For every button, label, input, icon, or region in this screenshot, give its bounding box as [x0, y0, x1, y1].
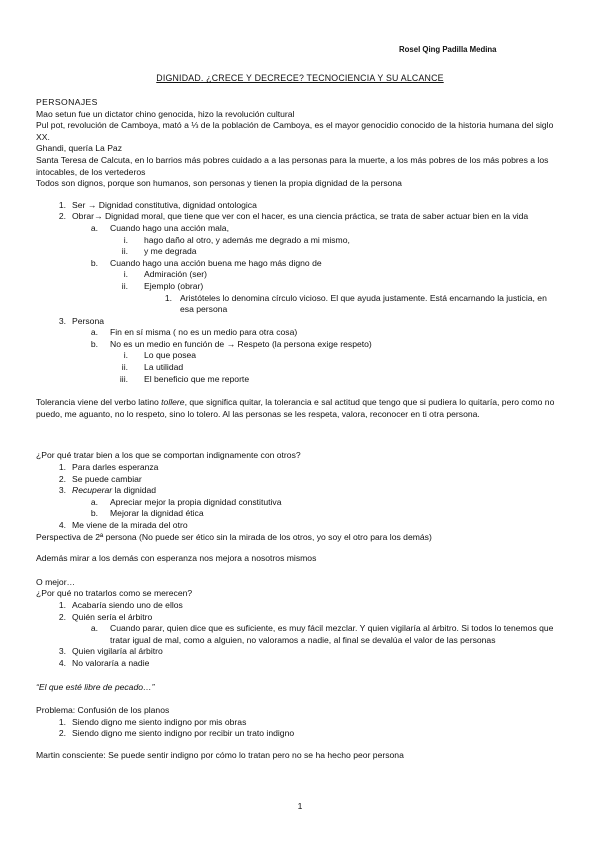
list-item: 2. Quién sería el árbitro — [58, 611, 153, 622]
list-item: a. Apreciar mejor la propia dignidad constitutiva — [90, 496, 282, 507]
paragraph-line: Mao setun fue un dictator chino genocida, hizo la revolución cultural — [36, 108, 295, 119]
list-item: ii. La utilidad — [121, 362, 184, 373]
paragraph-line: Perspectiva de 2ª persona (No puede ser ético sin la mirada de los otros, yo soy el otro para los demás) — [36, 531, 432, 542]
paragraph-line: Además mirar a los demás con esperanza nos mejora a nosotros mismos — [36, 553, 317, 564]
quote: “El que esté libre de pecado…” — [36, 681, 155, 692]
paragraph-line: Santa Teresa de Calcuta, en lo barrios más pobres cuidado a a las personas para la muerte, a los más pobres de los más pobres a los intocables, de los vertederos — [36, 154, 549, 177]
list-item: 4. Me viene de la mirada del otro — [58, 520, 188, 530]
list-item: 1. Acabaría siendo uno de ellos — [58, 599, 183, 610]
list-item: i. hago daño al otro, y además me degrado a mi mismo, — [123, 234, 350, 245]
paragraph-line: Martin consciente: Se puede sentir indigno por cómo lo tratan pero no se ha hecho peor persona — [36, 749, 404, 760]
list-item: a. Cuando parar, quien dice que es suficiente, es muy fácil mezclar. Y quien vigilaría al árbitro. Si todos lo tenemos que tratar igual de mal, como a alguien, no valoramos a nadie, al final se devalúa el valor de las personas — [90, 623, 554, 645]
paragraph-line: O mejor… — [36, 576, 76, 587]
list-item: a. Cuando hago una acción mala, — [90, 222, 229, 233]
section-heading-problema: Problema: Confusión de los planos — [36, 705, 170, 716]
list-item: b. No es un medio en función de → Respeto (la persona exige respeto) — [90, 338, 372, 349]
question-heading: ¿Por qué tratar bien a los que se comportan indignamente con otros? — [36, 450, 301, 461]
list-item: a. Fin en sí misma ( no es un medio para otra cosa) — [90, 327, 298, 338]
question-heading: ¿Por qué no tratarlos como se merecen? — [36, 588, 193, 599]
list-item: 3. Quien vigilaría al árbitro — [58, 646, 163, 657]
document-body — [36, 97, 566, 762]
list-item: 3. Persona — [58, 315, 105, 326]
list-item: 1. Para darles esperanza — [58, 462, 159, 473]
paragraph-line: Pul pot, revolución de Camboya, mató a ⅓ de la población de Camboya, es el mayor genocidio conocido de la historia humana del siglo XX. — [36, 120, 554, 142]
list-item: 4. No valoraría a nadie — [58, 657, 150, 668]
list-item: 3. Recuperar la dignidad — [58, 485, 157, 496]
list-item: ii. y me degrada — [121, 246, 197, 257]
page-number: 1 — [297, 801, 303, 811]
list-item: i. Lo que posea — [123, 350, 197, 361]
paragraph-line: Todos son dignos, porque son humanos, son personas y tienen la propia dignidad de la persona — [36, 178, 402, 189]
list-item: 1. Ser → Dignidad constitutiva, dignidad ontologica — [58, 199, 257, 210]
tolerancia-paragraph: Tolerancia viene del verbo latino tollere, que significa quitar, la tolerancia e sal actitud que tengo que si pudiera lo quitaría, pero como no puedo, me aguanto, no lo respeto, sino lo tolero. Al las personas se les respeta, valora, reconocer en ti otra persona. — [36, 397, 555, 419]
document-title: DIGNIDAD. ¿CRECE Y DECRECE? TECNOCIENCIA Y SU ALCANCE — [156, 73, 444, 83]
list-item: 2. Obrar→ Dignidad moral, que tiene que ver con el hacer, es una ciencia práctica, se trata de saber actuar bien en la vida — [58, 211, 529, 222]
list-item: ii. Ejemplo (obrar) — [121, 280, 204, 291]
author-name: Rosel Qing Padilla Medina — [399, 45, 497, 54]
list-item: iii. El beneficio que me reporte — [119, 373, 250, 384]
paragraph-line: Ghandi, quería La Paz — [36, 143, 122, 154]
list-item: 2. Siendo digno me siento indigno por recibir un trato indigno — [58, 728, 295, 739]
list-item: i. Admiración (ser) — [123, 269, 208, 280]
list-item: b. Mejorar la dignidad ética — [90, 508, 204, 519]
list-item: 2. Se puede cambiar — [58, 473, 142, 484]
list-item: 1. Aristóteles lo denomina círculo vicioso. El que ayuda justamente. Está encarnando la justicia, en esa persona — [164, 292, 547, 315]
section-heading-personajes: PERSONAJES — [36, 97, 98, 107]
list-item: 1. Siendo digno me siento indigno por mis obras — [58, 716, 247, 727]
list-item: b. Cuando hago una acción buena me hago más digno de — [90, 257, 322, 268]
